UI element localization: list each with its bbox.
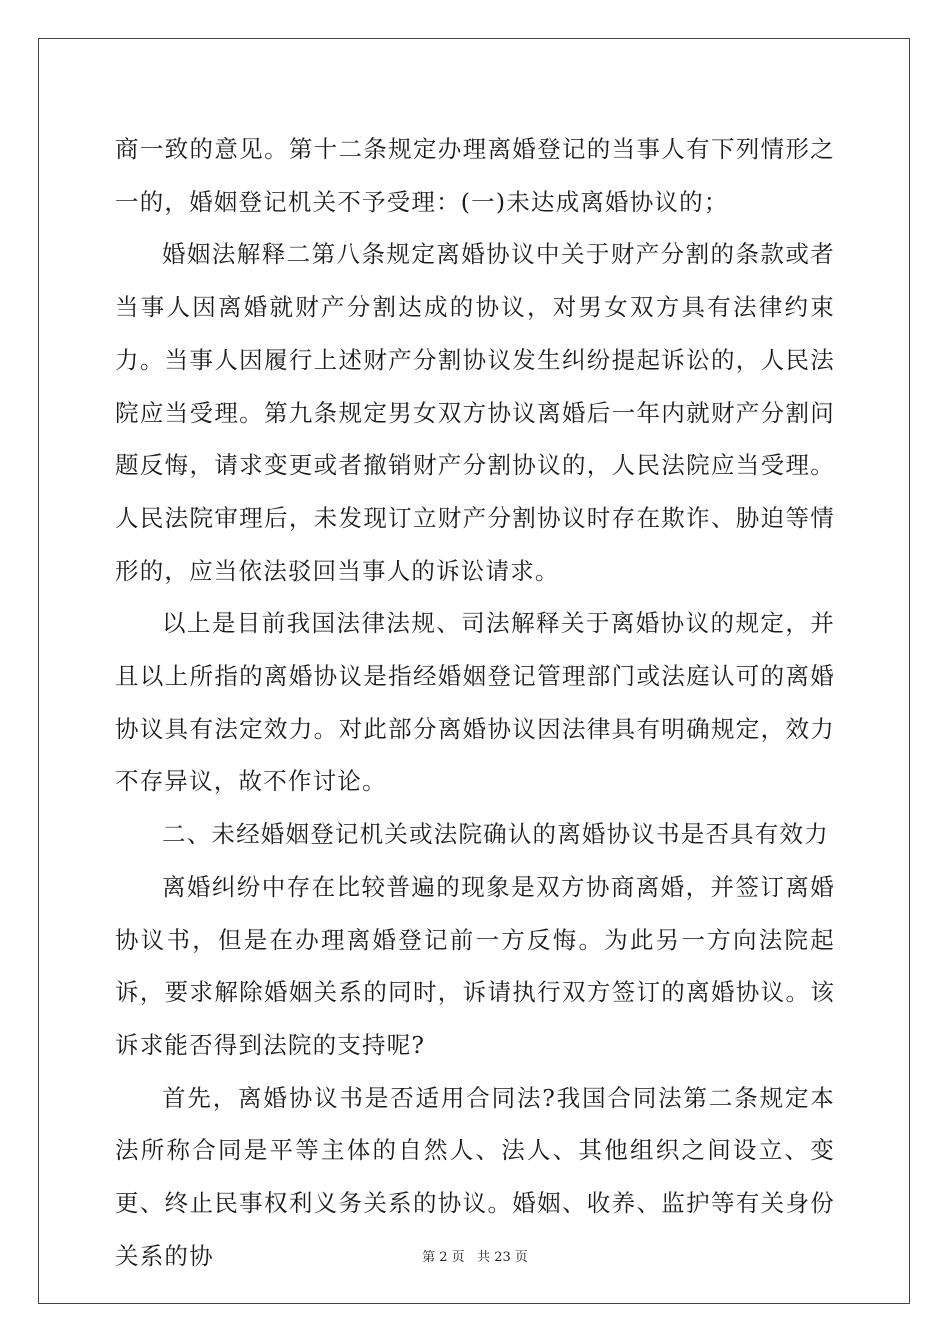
paragraph-1: 商一致的意见。第十二条规定办理离婚登记的当事人有下列情形之一的，婚姻登记机关不予受理：(一)未达成离婚协议的； (115, 135, 835, 216)
page-number: 第 2 页 (422, 1250, 465, 1265)
paragraph-3: 以上是目前我国法律法规、司法解释关于离婚协议的规定，并且以上所指的离婚协议是指经婚姻登记管理部门或法庭认可的离婚协议具有法定效力。对此部分离婚协议因法律具有明确规定，效力不存异议，故不作讨论。 (115, 609, 835, 796)
paragraph-4: 离婚纠纷中存在比较普遍的现象是双方协商离婚，并签订离婚协议书，但是在办理离婚登记前一方反悔。为此另一方向法院起诉，要求解除婚姻关系的同时，诉请执行双方签订的离婚协议。该诉求能否得到法院的支持呢? (115, 872, 835, 1059)
paragraph-5: 首先，离婚协议书是否适用合同法?我国合同法第二条规定本法所称合同是平等主体的自然人、法人、其他组织之间设立、变更、终止民事权利义务关系的协议。婚姻、收养、监护等有关身份关系的协 (115, 1083, 835, 1270)
paragraph-2: 婚姻法解释二第八条规定离婚协议中关于财产分割的条款或者当事人因离婚就财产分割达成的协议，对男女双方具有法律约束力。当事人因履行上述财产分割协议发生纠纷提起诉讼的，人民法院应当受理。第九条规定男女双方协议离婚后一年内就财产分割问题反悔，请求变更或者撤销财产分割协议的，人民法院应当受理。人民法院审理后，未发现订立财产分割协议时存在欺诈、胁迫等情形的，应当依法驳回当事人的诉讼请求。 (115, 240, 835, 585)
page-footer (0, 1246, 950, 1265)
document-body (115, 123, 835, 1282)
section-heading: 二、未经婚姻登记机关或法院确认的离婚协议书是否具有效力 (162, 820, 829, 849)
total-pages: 共 23 页 (477, 1250, 528, 1265)
